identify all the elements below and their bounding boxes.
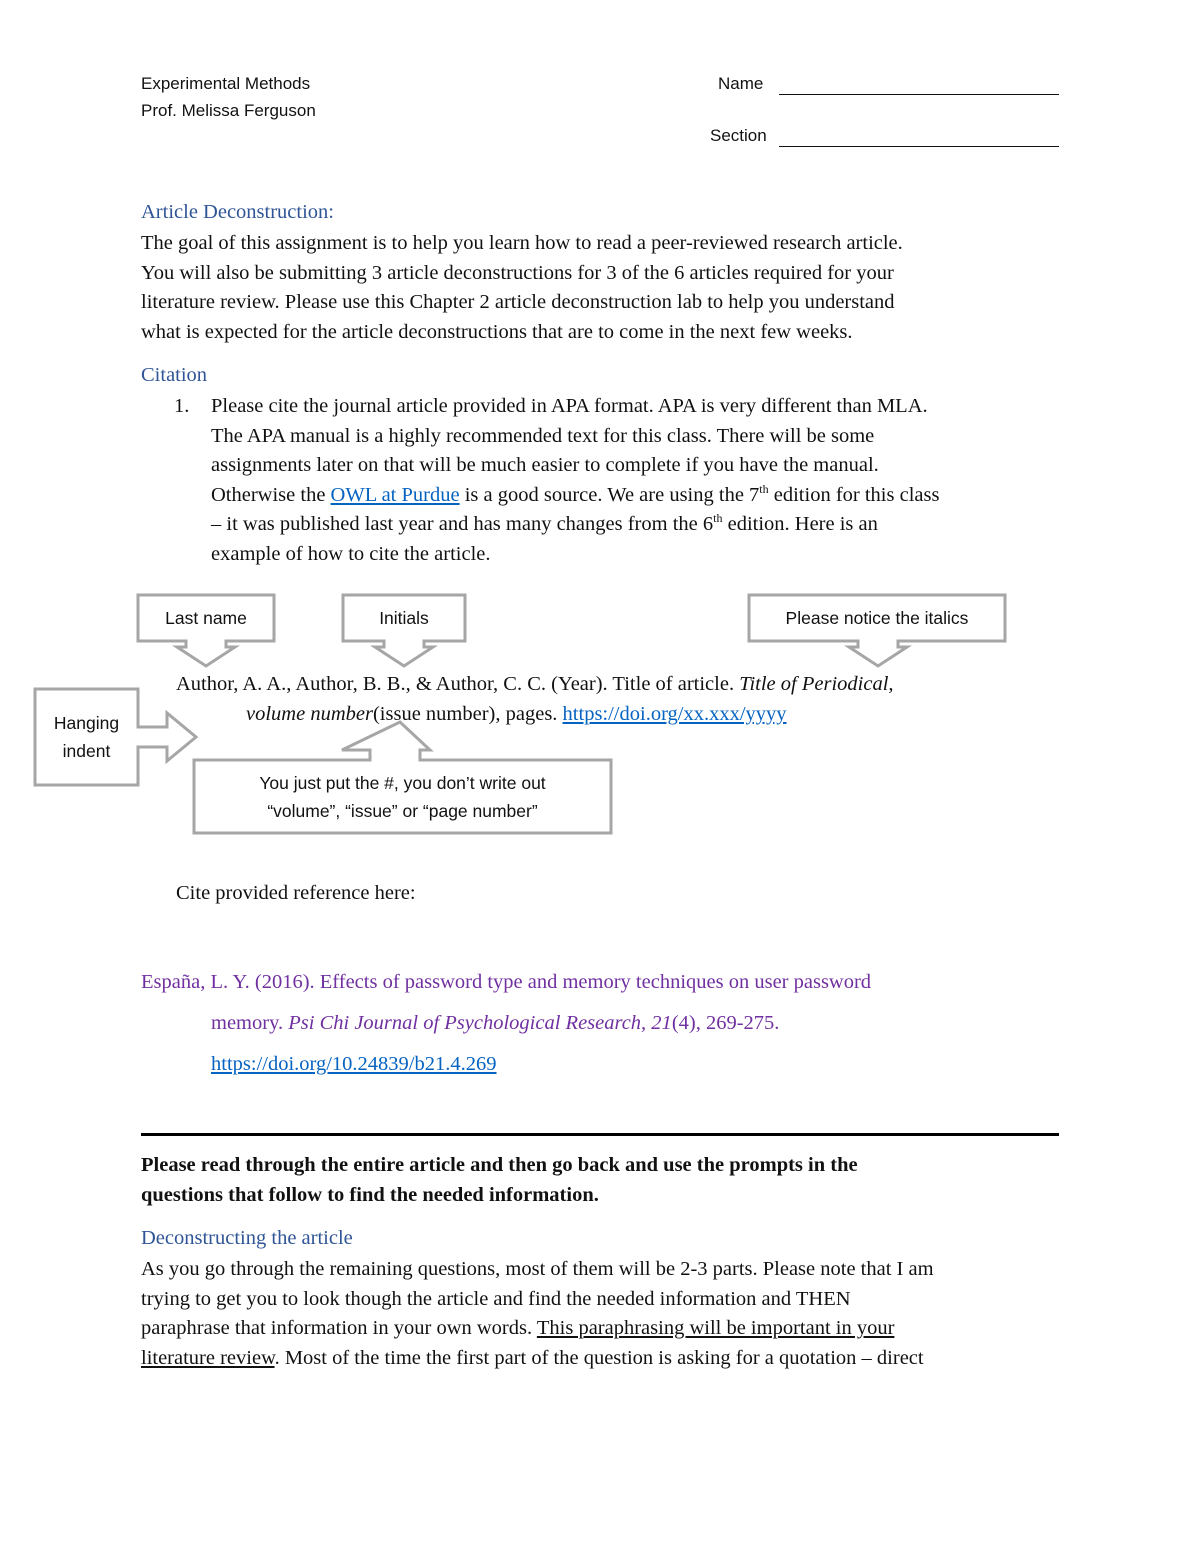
intro-line: literature review. Please use this Chapter 2 article deconstruction lab to help you understand [141,291,895,313]
citation-line: Please cite the journal article provided in APA format. APA is very different than MLA. [211,395,928,417]
citation-line: assignments later on that will be much easier to complete if you have the manual. [211,454,879,476]
hanging-indent-callout: Hanging indent [53,713,120,761]
citation-line: The APA manual is a highly recommended text for this class. There will be some [211,424,875,447]
cite-prompt: Cite provided reference here: [176,882,416,904]
reference-line3 [211,1050,497,1080]
citation-line: example of how to cite the article. [211,542,491,565]
list-item-number: 1. [174,395,190,417]
example-citation-line2: volume number(issue number), pages. https://doi.org/xx.xxx/yyyy [246,703,787,725]
volume-number: volume number [246,703,373,725]
citation-line: Otherwise the OWL at Purdue is a good source. We are using the 7th edition for this class [211,481,940,506]
reference-line2: memory. Psi Chi Journal of Psychological Research, 21(4), 269-275. [211,1012,780,1034]
instructions-paragraph: Please read through the entire article and then go back and use the prompts in the questions that follow to find the needed information. [141,1154,858,1206]
section-label: Section [710,126,767,145]
citation-line: – it was published last year and has many changes from the 6th edition. Here is an [211,511,878,535]
owl-purdue-link[interactable]: OWL at Purdue [330,483,460,506]
italics-callout: Please notice the italics [785,608,969,628]
professor-name: Prof. Melissa Ferguson [141,101,316,120]
deconstructing-heading: Deconstructing the article [141,1227,353,1249]
last-name-callout: Last name [165,608,247,628]
journal-title: Psi Chi Journal of Psychological Research, 21 [288,1012,672,1034]
reference-doi-link[interactable]: https://doi.org/10.24839/b21.4.269 [211,1053,497,1075]
initials-callout: Initials [379,608,429,628]
example-citation-line1: Author, A. A., Author, B. B., & Author, C. C. (Year). Title of article. Title of Periodical, [176,673,894,695]
citation-heading: Citation [141,364,208,386]
name-label: Name [718,74,764,93]
example-doi-link[interactable]: https://doi.org/xx.xxx/yyyy [562,703,787,725]
intro-line: what is expected for the article deconstructions that are to come in the next few weeks. [141,320,853,343]
number-callout: You just put the #, you don’t write out “volume”, “issue” or “page number” [259,773,546,821]
course-title: Experimental Methods [141,74,311,93]
reference-line1: España, L. Y. (2016). Effects of password type and memory techniques on user password [141,971,872,993]
intro-line: The goal of this assignment is to help you learn how to read a peer-reviewed research article. [141,232,903,254]
article-deconstruction-heading: Article Deconstruction: [141,201,334,223]
section-divider [141,1133,1059,1136]
intro-line: You will also be submitting 3 article deconstructions for 3 of the 6 articles required for your [141,261,894,284]
periodical-title: Title of Periodical, [739,673,894,695]
deconstructing-paragraph: As you go through the remaining questions, most of them will be 2-3 parts. Please note that I am trying to get you to look though the article and find the needed information and THEN paraphrase that information in your own words. This paraphrasing will be important in your literature review. Most of the time the first part of the question is asking for a quotation – direct [141,1258,934,1369]
